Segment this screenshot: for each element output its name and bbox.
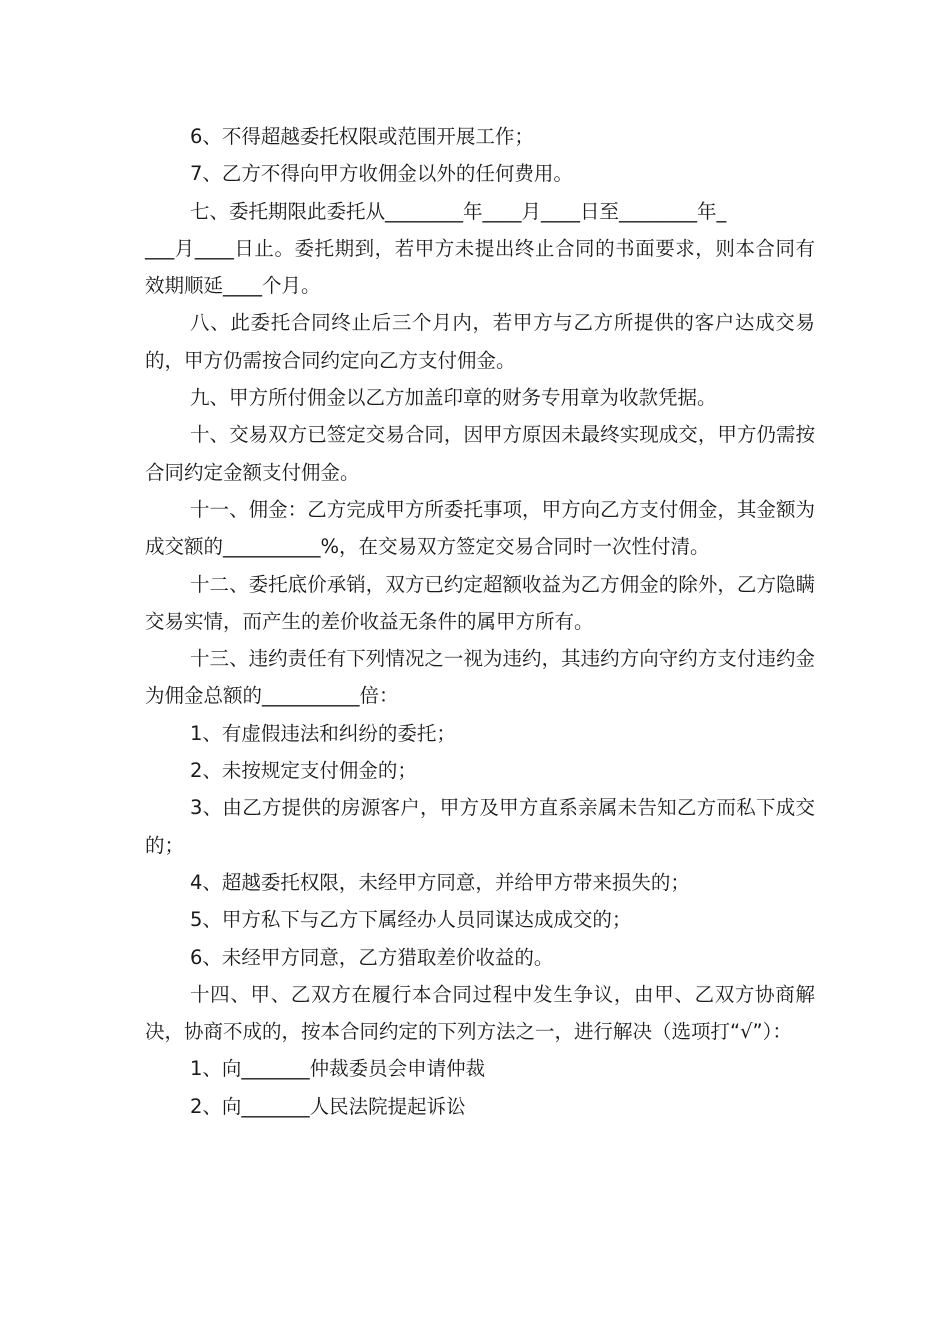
paragraph: 九、甲方所付佣金以乙方加盖印章的财务专用章为收款凭据。 [190, 386, 717, 410]
paragraph: 3、由乙方提供的房源客户，甲方及甲方直系亲属未告知乙方而私下成交的； [145, 796, 815, 857]
paragraph: 1、有虚假违法和纠纷的委托； [190, 721, 456, 745]
paragraph: 7、乙方不得向甲方收佣金以外的任何费用。 [190, 162, 573, 186]
paragraph: 十一、佣金：乙方完成甲方所委托事项，甲方向乙方支付佣金，其金额为成交额的__________%，在交易双方签定交易合同时一次性付清。 [145, 497, 815, 559]
paragraph: 2、未按规定支付佣金的； [190, 759, 417, 783]
paragraph: 十、交易双方已签定交易合同，因甲方原因未最终实现成交，甲方仍需按合同约定金额支付佣金。 [145, 423, 815, 484]
document-body [145, 118, 815, 1125]
paragraph: 5、甲方私下与乙方下属经办人员同谋达成成交的； [190, 908, 632, 932]
paragraph: 4、超越委托权限，未经甲方同意，并给甲方带来损失的； [190, 870, 690, 894]
paragraph: 2、向_______人民法院提起诉讼 [190, 1094, 466, 1118]
paragraph: 十四、甲、乙双方在履行本合同过程中发生争议，由甲、乙双方协商解决，协商不成的，按本合同约定的下列方法之一，进行解决（选项打“√”）： [145, 982, 815, 1044]
paragraph: 八、此委托合同终止后三个月内，若甲方与乙方所提供的客户达成交易的，甲方仍需按合同约定向乙方支付佣金。 [145, 311, 815, 372]
paragraph: 七、委托期限此委托从________年____月____日至________年_ ___月____日止。委托期到，若甲方未提出终止合同的书面要求，则本合同有效期顺延____个月。 [145, 199, 815, 298]
paragraph: 6、未经甲方同意，乙方猎取差价收益的。 [190, 945, 554, 969]
paragraph: 十二、委托底价承销，双方已约定超额收益为乙方佣金的除外，乙方隐瞒交易实情，而产生的差价收益无条件的属甲方所有。 [145, 572, 815, 633]
paragraph: 1、向_______仲裁委员会申请仲裁 [190, 1057, 486, 1081]
paragraph: 6、不得超越委托权限或范围开展工作； [190, 125, 534, 148]
paragraph: 十三、违约责任有下列情况之一视为违约，其违约方向守约方支付违约金为佣金总额的__________倍： [145, 647, 815, 708]
